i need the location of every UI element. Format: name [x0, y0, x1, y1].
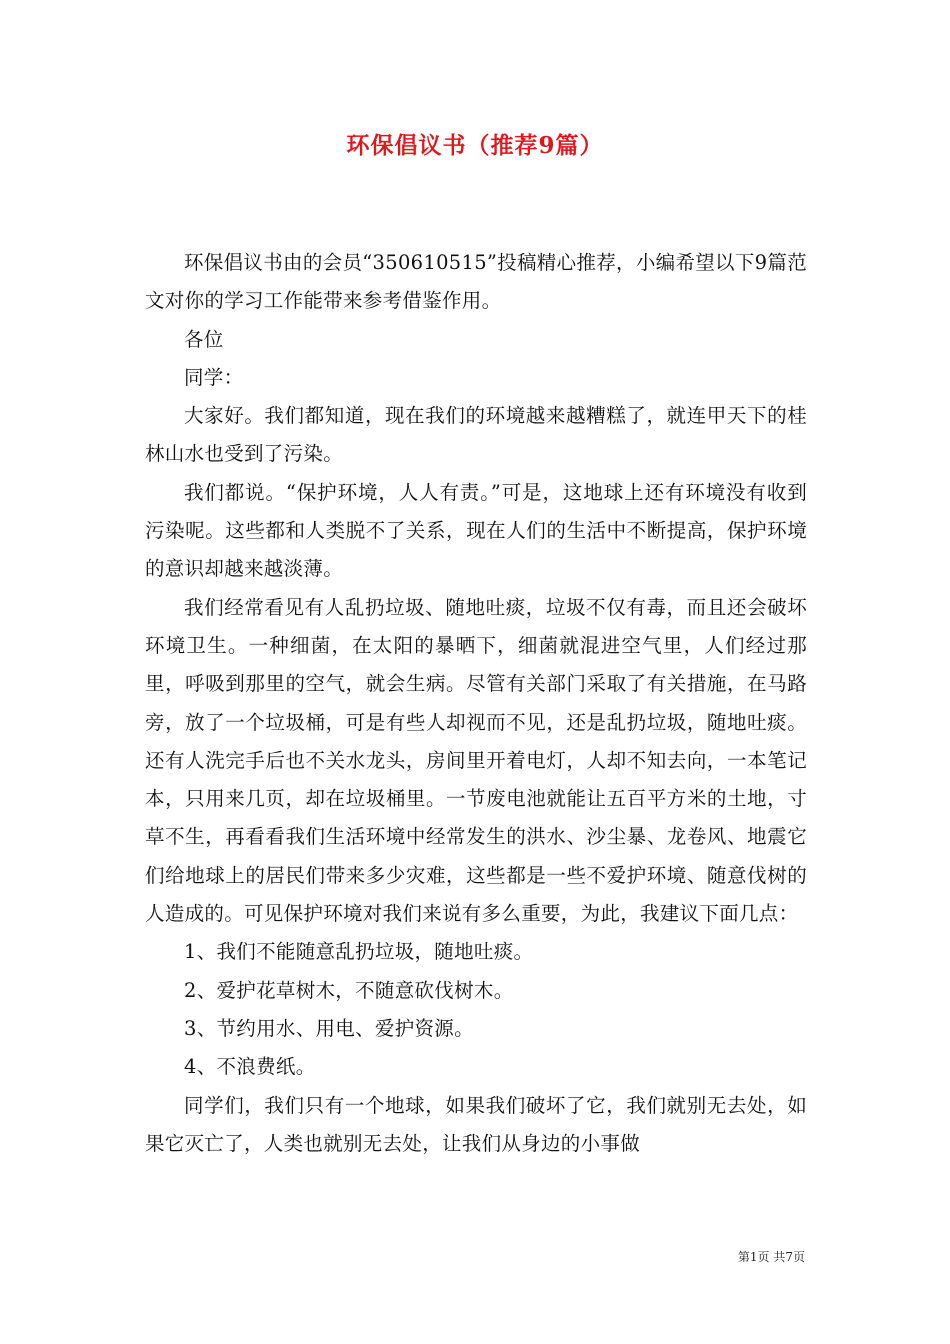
- list-item: 2、爱护花草树木，不随意砍伐树木。: [184, 978, 514, 1002]
- list-item: 4、不浪费纸。: [184, 1055, 316, 1079]
- paragraph: 同学们，我们只有一个地球，如果我们破坏了它，我们就别无去处，如果它灭亡了，人类也就别无去处，让我们从身边的小事做: [145, 1093, 807, 1155]
- paragraph: 我们经常看见有人乱扔垃圾、随地吐痰，垃圾不仅有毒，而且还会破坏环境卫生。一种细菌，在太阳的暴晒下，细菌就混进空气里，人们经过那里，呼吸到那里的空气，就会生病。尽管有关部门采取了有关措施，在马路旁，放了一个垃圾桶，可是有些人却视而不见，还是乱扔垃圾，随地吐痰。还有人洗完手后也不关水龙头，房间里开着电灯，人却不知去向，一本笔记本，只用来几页，却在垃圾桶里。一节废电池就能让五百平方米的土地，寸草不生，再看看我们生活环境中经常发生的洪水、沙尘暴、龙卷风、地震它们给地球上的居民们带来多少灾难，这些都是一些不爱护环境、随意伐树的人造成的。可见保护环境对我们来说有多么重要，为此，我建议下面几点：: [145, 595, 807, 926]
- document-title: 环保倡议书（推荐9篇）: [346, 132, 604, 159]
- page-number: 第1页 共7页: [737, 1250, 805, 1264]
- paragraph: 我们都说。“保护环境，人人有责。”可是，这地球上还有环境没有收到污染呢。这些都和人类脱不了关系，现在人们的生活中不断提高，保护环境的意识却越来越淡薄。: [145, 480, 807, 581]
- paragraph-intro: 环保倡议书由的会员“350610515”投稿精心推荐，小编希望以下9篇范文对你的学习工作能带来参考借鉴作用。: [145, 251, 807, 313]
- paragraph-salutation-1: 各位: [184, 327, 224, 351]
- list-item: 3、节约用水、用电、爱护资源。: [184, 1016, 474, 1040]
- document-body: [145, 244, 807, 1163]
- paragraph-salutation-2: 同学：: [184, 365, 244, 389]
- list-item: 1、我们不能随意乱扔垃圾，随地吐痰。: [184, 940, 534, 964]
- paragraph: 大家好。我们都知道，现在我们的环境越来越糟糕了，就连甲天下的桂林山水也受到了污染。: [145, 404, 807, 466]
